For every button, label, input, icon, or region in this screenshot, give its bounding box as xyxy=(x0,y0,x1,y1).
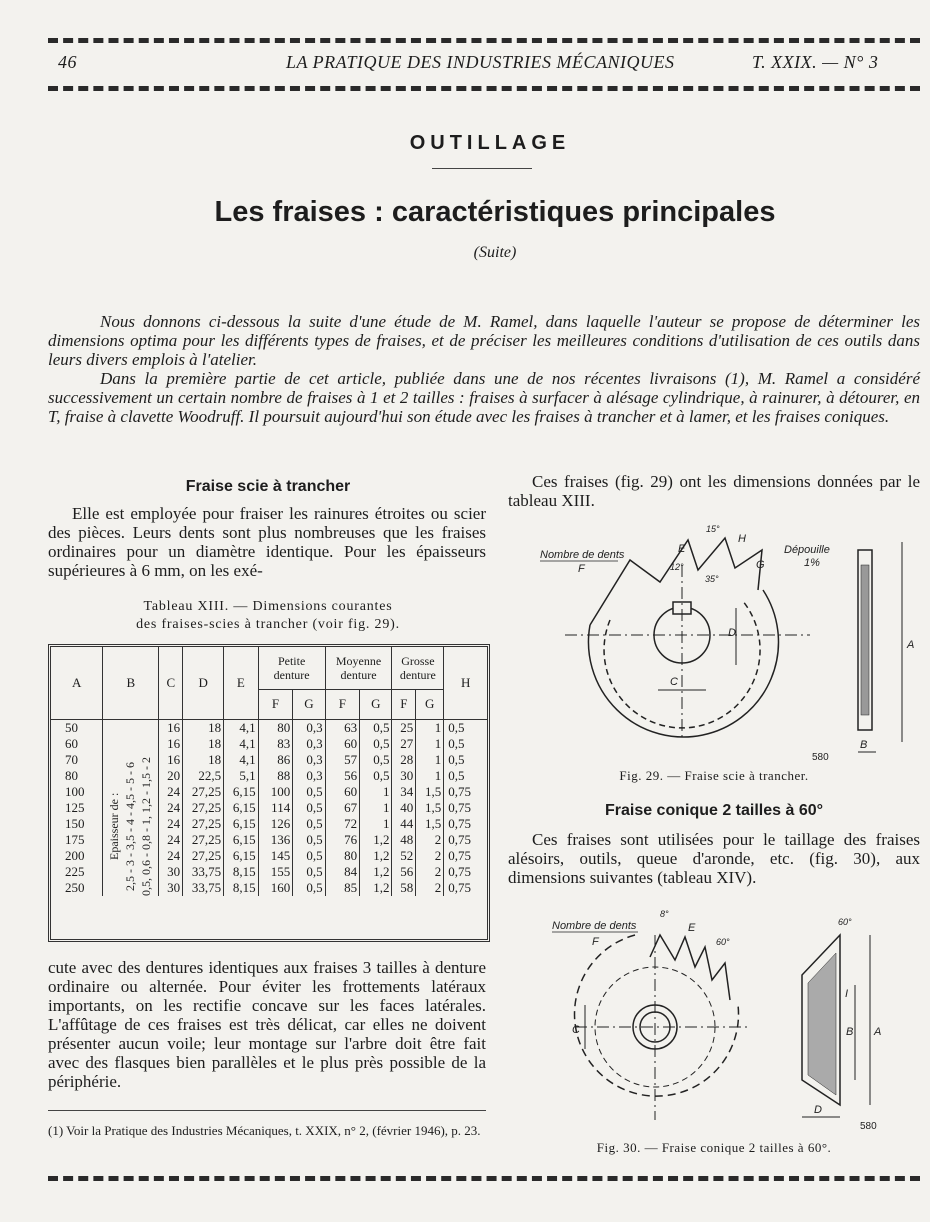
table-cell: 0,5 xyxy=(293,800,325,816)
table-cell: 28 xyxy=(392,752,416,768)
intro-paragraphs xyxy=(48,312,920,426)
table-cell: 1,5 xyxy=(416,816,444,832)
table-cell: 2 xyxy=(416,832,444,848)
table-cell: 0,5 xyxy=(360,768,392,784)
table-cell: 0,75 xyxy=(444,800,487,816)
table-cell: 34 xyxy=(392,784,416,800)
table-cell: 4,1 xyxy=(224,719,259,736)
table-cell: 1,2 xyxy=(360,832,392,848)
table-cell: 18 xyxy=(183,736,224,752)
col-h: H xyxy=(444,647,487,719)
fig29-h-label: H xyxy=(738,533,746,545)
table-cell: 30 xyxy=(159,864,183,880)
table-cell: 20 xyxy=(159,768,183,784)
table-cell: 1,2 xyxy=(360,880,392,896)
table-cell: 8,15 xyxy=(224,880,259,896)
table-cell: 1,5 xyxy=(416,784,444,800)
table-cell: 27 xyxy=(392,736,416,752)
table-cell: 18 xyxy=(183,719,224,736)
table-cell: 225 xyxy=(65,863,85,879)
table-cell: 0,5 xyxy=(444,719,487,736)
table-cell: 4,1 xyxy=(224,752,259,768)
table-cell: 0,5 xyxy=(293,816,325,832)
table-cell: 0,5 xyxy=(444,736,487,752)
section-title: OUTILLAGE xyxy=(409,132,571,154)
fig29-d-label: D xyxy=(728,627,736,639)
petite-f: F xyxy=(258,689,293,719)
table-cell: 100 xyxy=(258,784,293,800)
table-cell: 0,3 xyxy=(293,719,325,736)
table-cell: 63 xyxy=(325,719,360,736)
table-cell: 83 xyxy=(258,736,293,752)
right-paragraph-2-text: Ces fraises sont utilisées pour le taillage des fraises alésoirs, outils, queue d'aronde, etc. (fig. 30), aux dimensions suivantes (tableau XIV). xyxy=(508,830,920,887)
table-cell: 150 xyxy=(65,815,85,831)
table-cell: 80 xyxy=(325,848,360,864)
fig29-angle-35: 35° xyxy=(705,574,719,584)
table-cell: 6,15 xyxy=(224,848,259,864)
fig29-f-label: F xyxy=(578,563,585,575)
table-cell: 1 xyxy=(360,816,392,832)
table-cell: 0,75 xyxy=(444,848,487,864)
table-cell: 85 xyxy=(325,880,360,896)
table-cell: 1 xyxy=(360,784,392,800)
article-title: Les fraises : caractéristiques principales xyxy=(214,196,776,228)
table-cell: 33,75 xyxy=(183,880,224,896)
table-cell: 175 xyxy=(65,831,85,847)
table-cell: 100 xyxy=(65,783,85,799)
table-cell: 52 xyxy=(392,848,416,864)
table-cell: 0,3 xyxy=(293,768,325,784)
table-cell: 0,5 xyxy=(293,832,325,848)
fig29-g-label: G xyxy=(756,559,765,571)
col-c: C xyxy=(159,647,183,719)
table-cell: 0,75 xyxy=(444,784,487,800)
table-cell: 22,5 xyxy=(183,768,224,784)
fig30-c-label: C xyxy=(572,1024,580,1036)
table-cell: 60 xyxy=(325,784,360,800)
table-cell: 80 xyxy=(258,719,293,736)
table-cell: 6,15 xyxy=(224,784,259,800)
right-paragraph-1 xyxy=(508,472,920,510)
fig30-angle-60: 60° xyxy=(716,937,730,947)
fig29-mark: 580 xyxy=(812,752,829,763)
table-cell: 16 xyxy=(159,719,183,736)
col-a: A xyxy=(71,674,82,690)
table-cell: 250 xyxy=(65,879,85,895)
table-cell: 125 xyxy=(65,799,85,815)
top-rule-2 xyxy=(48,86,920,91)
table-cell: 0,5 xyxy=(360,752,392,768)
table-cell: 80 xyxy=(65,767,78,783)
figure-30 xyxy=(540,905,920,1135)
footnote-rule xyxy=(48,1110,486,1111)
table-cell: 6,15 xyxy=(224,832,259,848)
table-cell: 88 xyxy=(258,768,293,784)
table-cell: 5,1 xyxy=(224,768,259,784)
col-d: D xyxy=(183,647,224,719)
b-vertical-3: 0,5, 0,6 - 0,8 - 1, 1,2 - 1,5 - 2 xyxy=(139,756,154,896)
heading-fraise-conique: Fraise conique 2 tailles à 60° xyxy=(604,802,824,819)
table-cell: 8,15 xyxy=(224,864,259,880)
table-caption xyxy=(48,598,488,634)
table-cell: 56 xyxy=(325,768,360,784)
table-caption-line-1: Tableau XIII. — Dimensions courantes xyxy=(143,599,393,614)
table-cell: 155 xyxy=(258,864,293,880)
table-cell: 1 xyxy=(416,768,444,784)
fig30-caption: Fig. 30. — Fraise conique 2 tailles à 60°. xyxy=(596,1140,832,1155)
table-cell: 1 xyxy=(360,800,392,816)
table-xiii xyxy=(48,644,490,942)
table-cell: 27,25 xyxy=(183,816,224,832)
table-cell: 57 xyxy=(325,752,360,768)
table-cell: 33,75 xyxy=(183,864,224,880)
fig29-depouille-label: Dépouille xyxy=(784,544,830,556)
bottom-rule xyxy=(48,1176,920,1181)
fig30-angle-60-side: 60° xyxy=(838,917,852,927)
table-cell: 1,2 xyxy=(360,848,392,864)
left-paragraph-2-text: cute avec des dentures identiques aux fraises 3 tailles à denture ordinaire ou alternée. Pour éviter les frottements latéraux importants, on les rectifie concave sur les faces latérales. L'affûtage de ces fraises est très délicat, car elles ne doivent présenter aucun voile; leur montage sur l'arbre doit être fait avec des flasques bien parallèles et le plus près possible de la périphérie. xyxy=(48,958,486,1091)
table-grid xyxy=(51,647,487,896)
fig29-angle-12: 12° xyxy=(670,562,684,572)
table-cell: 27,25 xyxy=(183,784,224,800)
figure-29 xyxy=(510,520,920,765)
table-cell: 76 xyxy=(325,832,360,848)
fig30-i-label: I xyxy=(845,988,849,1000)
table-cell: 6,15 xyxy=(224,816,259,832)
table-cell: 24 xyxy=(159,784,183,800)
table-row xyxy=(51,719,487,736)
table-cell: 24 xyxy=(159,800,183,816)
fig29-angle-15: 15° xyxy=(706,524,720,534)
fig29-b-label: B xyxy=(860,739,868,751)
table-cell: 0,75 xyxy=(444,832,487,848)
table-cell: 70 xyxy=(65,751,78,767)
fig29-nombre-label: Nombre de dents xyxy=(540,549,625,561)
table-cell: 60 xyxy=(325,736,360,752)
fig29-e-label: E xyxy=(678,543,686,555)
fig30-e-label: E xyxy=(688,922,696,934)
table-cell: 72 xyxy=(325,816,360,832)
grosse-g: G xyxy=(416,689,444,719)
table-cell: 0,5 xyxy=(293,848,325,864)
table-cell: 0,5 xyxy=(444,752,487,768)
table-cell: 0,5 xyxy=(360,736,392,752)
table-cell: 24 xyxy=(159,816,183,832)
table-cell: 1,5 xyxy=(416,800,444,816)
fig29-pct-label: 1% xyxy=(804,557,820,569)
moyenne-f: F xyxy=(325,689,360,719)
col-e: E xyxy=(224,647,259,719)
table-cell: 6,15 xyxy=(224,800,259,816)
table-cell: 56 xyxy=(392,864,416,880)
b-vertical-1: Epaisseur de : xyxy=(107,792,122,860)
table-cell: 58 xyxy=(392,880,416,896)
footnote: (1) Voir la Pratique des Industries Mécaniques, t. XXIX, n° 2, (février 1946), p. 23. xyxy=(48,1123,481,1138)
table-caption-line-2: des fraises-scies à trancher (voir fig. 29). xyxy=(136,617,400,632)
fig30-mark: 580 xyxy=(860,1121,877,1132)
table-cell: 1 xyxy=(416,719,444,736)
right-paragraph-1-text: Ces fraises (fig. 29) ont les dimensions données par le tableau XIII. xyxy=(508,472,920,510)
table-cell: 27,25 xyxy=(183,800,224,816)
left-paragraph-2 xyxy=(48,958,486,1091)
fig30-side-hatch xyxy=(808,953,836,1095)
fig30-angle-8: 8° xyxy=(660,909,669,919)
petite-g: G xyxy=(293,689,325,719)
table-cell: 16 xyxy=(159,736,183,752)
table-cell: 160 xyxy=(258,880,293,896)
fig30-nombre-label: Nombre de dents xyxy=(552,920,637,932)
table-cell: 136 xyxy=(258,832,293,848)
table-cell: 30 xyxy=(159,880,183,896)
table-cell: 16 xyxy=(159,752,183,768)
article-subtitle: (Suite) xyxy=(473,244,517,261)
table-cell: 24 xyxy=(159,832,183,848)
table-cell: 4,1 xyxy=(224,736,259,752)
table-cell: 0,75 xyxy=(444,816,487,832)
fig29-c-label: C xyxy=(670,676,678,688)
table-cell: 0,75 xyxy=(444,864,487,880)
right-paragraph-2 xyxy=(508,830,920,887)
table-cell: 18 xyxy=(183,752,224,768)
table-cell: 25 xyxy=(392,719,416,736)
table-cell: 0,75 xyxy=(444,880,487,896)
journal-title: LA PRATIQUE DES INDUSTRIES MÉCANIQUES xyxy=(286,52,675,72)
table-cell: 145 xyxy=(258,848,293,864)
table-cell: 1 xyxy=(416,736,444,752)
table-cell: 0,5 xyxy=(293,784,325,800)
table-cell: 40 xyxy=(392,800,416,816)
heading-fraise-scie: Fraise scie à trancher xyxy=(185,478,351,495)
table-cell: 2 xyxy=(416,880,444,896)
table-cell: 0,5 xyxy=(293,864,325,880)
intro-paragraph-1: Nous donnons ci-dessous la suite d'une étude de M. Ramel, dans laquelle l'auteur se propose de déterminer les dimensions optima pour les différents types de fraises, et de préciser les meilleures conditions d'utilisation de ces outils dans leurs divers emplois à l'atelier. xyxy=(48,312,920,369)
fig30-a-label: A xyxy=(874,1026,882,1038)
table-cell: 1,2 xyxy=(360,864,392,880)
table-cell: 44 xyxy=(392,816,416,832)
table-cell: 200 xyxy=(65,847,85,863)
fig30-f-label: F xyxy=(592,936,599,948)
col-b-vertical xyxy=(103,719,159,896)
table-body xyxy=(51,719,487,896)
table-cell: 0,3 xyxy=(293,752,325,768)
b-vertical-2: 2,5 - 3 - 3,5 - 4 - 4,5 - 5 - 6 xyxy=(123,761,138,891)
table-cell: 67 xyxy=(325,800,360,816)
grosse-f: F xyxy=(392,689,416,719)
fig29-side-hatch xyxy=(861,565,869,715)
col-petite: Petite denture xyxy=(258,647,325,689)
table-cell: 30 xyxy=(392,768,416,784)
fig29-a-label: A xyxy=(907,639,915,651)
intro-paragraph-2: Dans la première partie de cet article, publiée dans une de nos récentes livraisons (1), M. Ramel a considéré successivement un certain nombre de fraises à 1 et 2 tailles : fraises à surfacer à alésage cylindrique, à rainurer, à détourer, en T, fraise à clavette Woodruff. Il poursuit aujourd'hui son étude avec les fraises à trancher et à lamer, et les fraises coniques. xyxy=(48,369,920,426)
table-cell: 0,5 xyxy=(360,719,392,736)
table-cell: 48 xyxy=(392,832,416,848)
table-cell: 2 xyxy=(416,848,444,864)
fig30-b-label: B xyxy=(846,1026,854,1038)
table-cell: 1 xyxy=(416,752,444,768)
table-cell: 60 xyxy=(65,735,78,751)
moyenne-g: G xyxy=(360,689,392,719)
table-cell: 86 xyxy=(258,752,293,768)
table-cell: 2 xyxy=(416,864,444,880)
col-grosse: Grosse denture xyxy=(392,647,444,689)
table-cell: 24 xyxy=(159,848,183,864)
table-cell: 0,5 xyxy=(444,768,487,784)
table-cell: 27,25 xyxy=(183,848,224,864)
col-b: B xyxy=(103,647,159,719)
table-cell: 114 xyxy=(258,800,293,816)
table-cell: 0,5 xyxy=(293,880,325,896)
section-underline xyxy=(432,168,532,169)
left-paragraph-1 xyxy=(48,504,486,580)
table-cell: 84 xyxy=(325,864,360,880)
table-cell: 27,25 xyxy=(183,832,224,848)
table-cell: 0,3 xyxy=(293,736,325,752)
left-paragraph-1-text: Elle est employée pour fraiser les rainures étroites ou scier des pièces. Leurs dents sont plus nombreuses que les fraises ordinaires pour un diamètre identique. Pour les épaisseurs supérieures à 6 mm, on les exé- xyxy=(48,504,486,580)
table-cell: 50 xyxy=(65,719,78,735)
fig30-d-label: D xyxy=(814,1104,822,1116)
top-rule-1 xyxy=(48,38,920,43)
col-moyenne: Moyenne denture xyxy=(325,647,392,689)
volume-number: T. XXIX. — N° 3 xyxy=(752,52,879,72)
fig29-caption: Fig. 29. — Fraise scie à trancher. xyxy=(619,768,809,783)
table-cell: 126 xyxy=(258,816,293,832)
page-number: 46 xyxy=(58,52,77,72)
